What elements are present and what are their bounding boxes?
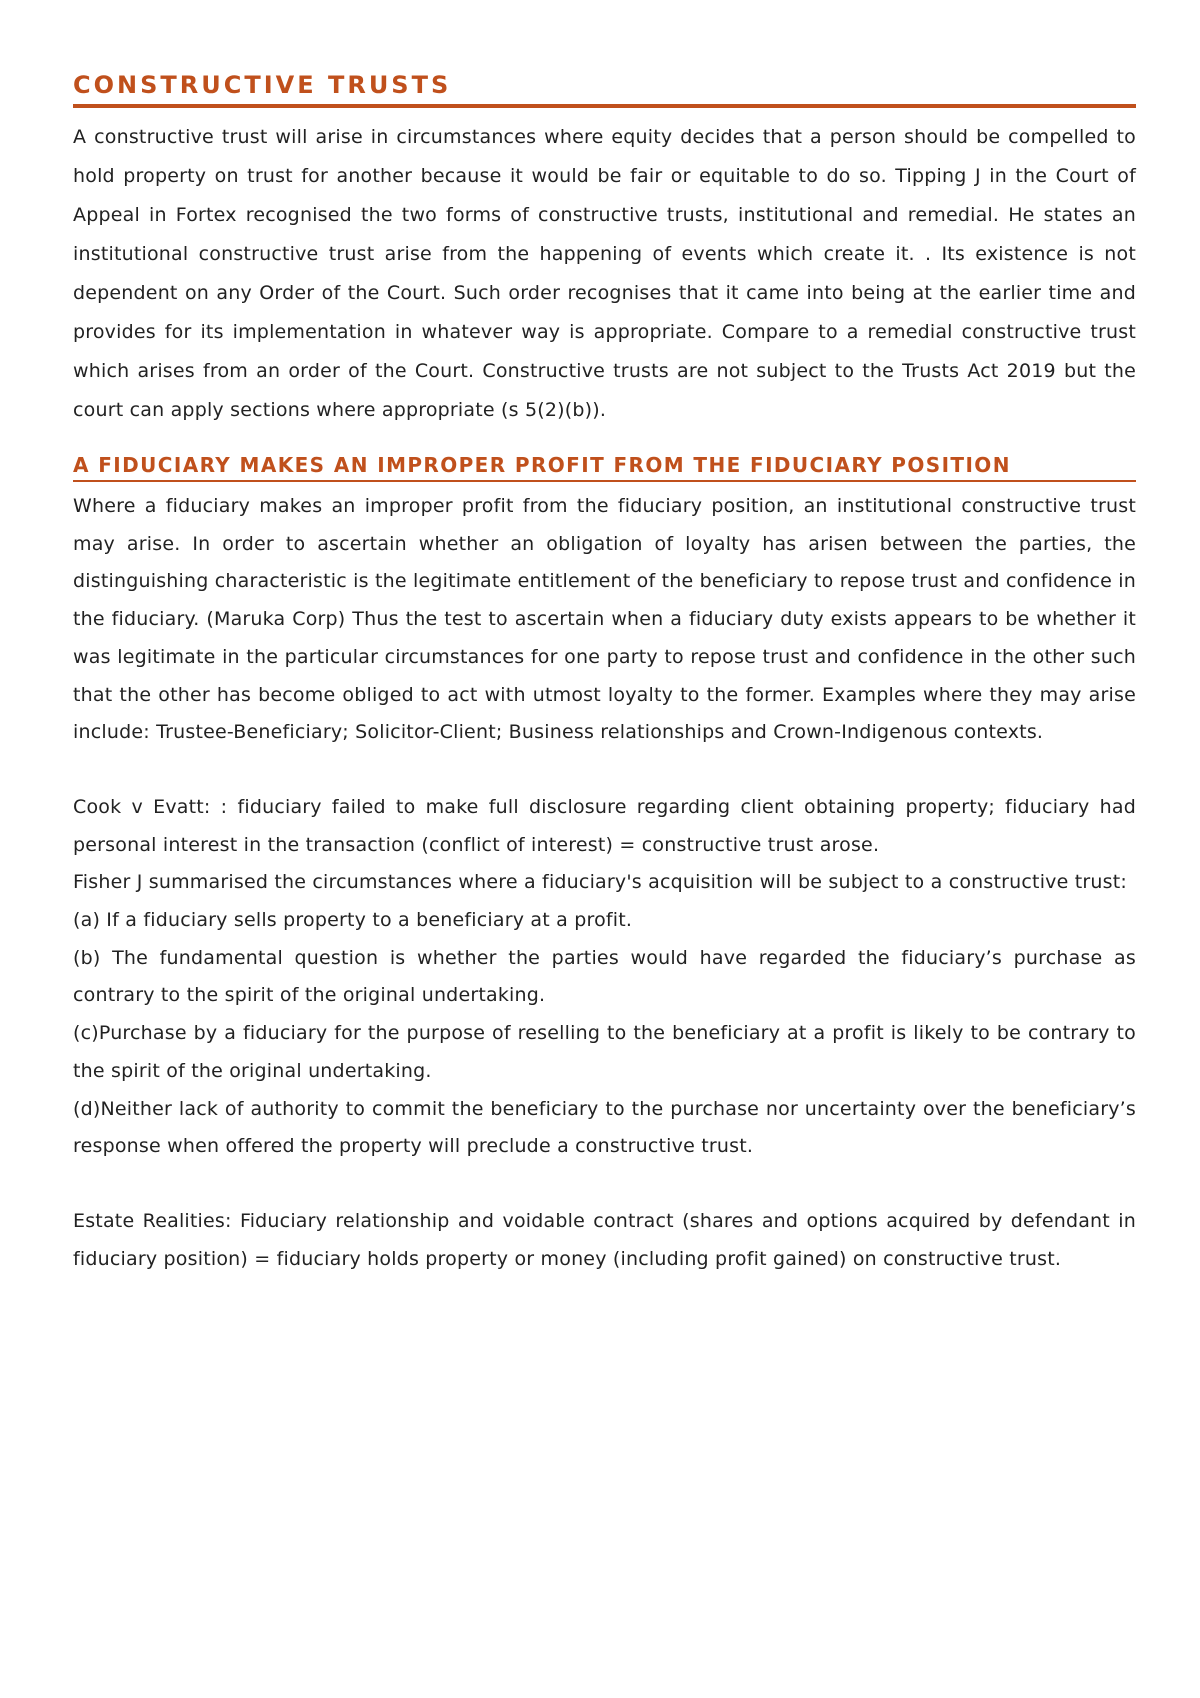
document-page (73, 70, 1136, 1278)
paragraph-spacer (73, 1166, 1136, 1203)
estate-realities-paragraph: Estate Realities: Fiduciary relationship and voidable contract (shares and options acquired by defendant in fiduciary position) = fiduciary holds property or money (including profit gained) on constructive trust. (73, 1209, 1136, 1270)
paragraph-spacer (73, 752, 1136, 789)
fiduciary-paragraph: Where a fiduciary makes an improper profit from the fiduciary position, an institutional constructive trust may arise. In order to ascertain whether an obligation of loyalty has arisen between the parties, the distinguishing characteristic is the legitimate entitlement of the beneficiary to repose trust and confidence in the fiduciary. (Maruka Corp) Thus the test to ascertain when a fiduciary duty exists appears to be whether it was legitimate in the particular circumstances for one party to repose trust and confidence in the other such that the other has become obliged to act with utmost loyalty to the former. Examples where they may arise include: Trustee-Beneficiary; Solicitor-Client; Business relationships and Crown-Indigenous contexts. (73, 495, 1136, 744)
list-item-a: (a) If a fiduciary sells property to a beneficiary at a profit. (73, 909, 633, 932)
list-item-b: (b) The fundamental question is whether the parties would have regarded the fiduciary’s purchase as contrary to the spirit of the original undertaking. (73, 946, 1136, 1007)
section-heading-constructive-trusts: CONSTRUCTIVE TRUSTS (73, 70, 1136, 108)
list-item-d: (d)Neither lack of authority to commit the beneficiary to the purchase nor uncertainty over the beneficiary’s response when offered the property will preclude a constructive trust. (73, 1097, 1136, 1158)
fisher-intro-paragraph: Fisher J summarised the circumstances where a fiduciary's acquisition will be subject to a constructive trust: (73, 871, 1128, 894)
fiduciary-section-body (73, 488, 1136, 1278)
cook-v-evatt-paragraph: Cook v Evatt: : fiduciary failed to make full disclosure regarding client obtaining property; fiduciary had personal interest in the transaction (conflict of interest) = constructive trust arose. (73, 795, 1136, 856)
intro-paragraph: A constructive trust will arise in circumstances where equity decides that a person should be compelled to hold property on trust for another because it would be fair or equitable to do so. Tipping J in the Court of Appeal in Fortex recognised the two forms of constructive trusts, institutional and remedial. He states an institutional constructive trust arise from the happening of events which create it. . Its existence is not dependent on any Order of the Court. Such order recognises that it came into being at the earlier time and provides for its implementation in whatever way is appropriate. Compare to a remedial constructive trust which arises from an order of the Court. Constructive trusts are not subject to the Trusts Act 2019 but the court can apply sections where appropriate (s 5(2)(b)). (73, 126, 1136, 421)
section-heading-fiduciary-profit: A FIDUCIARY MAKES AN IMPROPER PROFIT FROM THE FIDUCIARY POSITION (73, 452, 1136, 482)
list-item-c: (c)Purchase by a fiduciary for the purpose of reselling to the beneficiary at a profit is likely to be contrary to the spirit of the original undertaking. (73, 1022, 1136, 1082)
